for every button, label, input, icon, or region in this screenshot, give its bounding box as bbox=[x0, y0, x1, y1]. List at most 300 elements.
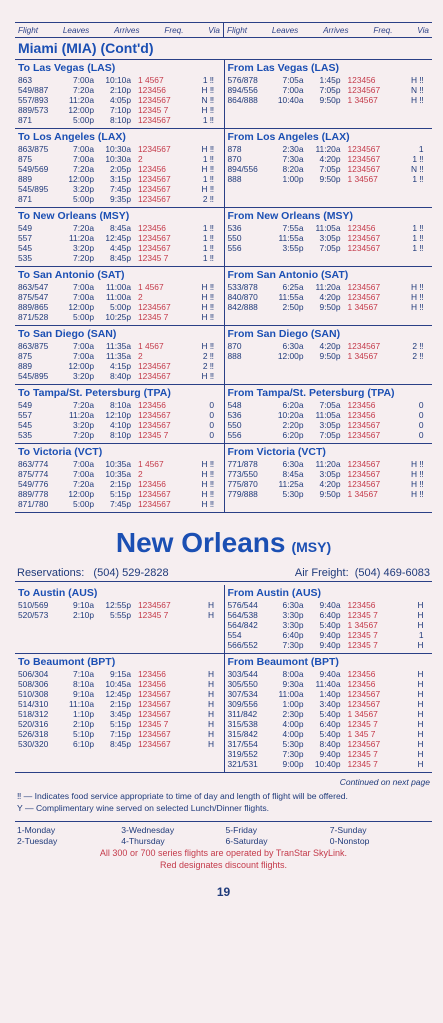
departure-time: 8:45a bbox=[282, 469, 304, 479]
via-stops: H ‼ bbox=[410, 95, 424, 105]
flight-row bbox=[18, 499, 221, 509]
departure-time: 5:30p bbox=[282, 739, 304, 749]
flight-number: 557 bbox=[18, 233, 32, 243]
via-stops: 0 bbox=[418, 420, 424, 430]
frequency: 123456 bbox=[138, 164, 166, 174]
flight-number: 549 bbox=[18, 400, 32, 410]
departure-time: 5:30p bbox=[282, 489, 304, 499]
arrival-time: 7:05p bbox=[319, 85, 341, 95]
via-stops: H ‼ bbox=[410, 479, 424, 489]
to-route bbox=[15, 208, 224, 266]
departure-time: 7:00a bbox=[73, 154, 94, 164]
flight-row bbox=[228, 410, 430, 420]
city-banner-name: New Orleans bbox=[115, 527, 286, 558]
flight-row bbox=[18, 709, 221, 719]
arrival-time: 9:40p bbox=[319, 640, 341, 650]
flight-number: 888 bbox=[227, 351, 242, 361]
flight-row bbox=[18, 184, 221, 194]
departure-time: 4:00p bbox=[282, 729, 304, 739]
flight-number: 535 bbox=[18, 430, 32, 440]
via-stops: H ‼ bbox=[201, 105, 214, 115]
route-block bbox=[15, 326, 432, 385]
flight-number: 321/531 bbox=[227, 759, 258, 769]
flight-row bbox=[18, 371, 221, 381]
route-title: To San Diego (SAN) bbox=[18, 328, 117, 340]
frequency: 1234567 bbox=[138, 302, 171, 312]
wine-note: Y — Complimentary wine served on selected Lunch/Dinner flights. bbox=[17, 803, 270, 813]
skylink-note: All 300 or 700 series flights are operated by TranStar SkyLink. bbox=[99, 848, 348, 858]
flight-row bbox=[18, 302, 221, 312]
departure-time: 11:10a bbox=[69, 699, 94, 709]
flight-row bbox=[228, 729, 430, 739]
flight-number: 863/875 bbox=[18, 341, 49, 351]
frequency: 1234567 bbox=[138, 739, 171, 749]
flight-number: 576/544 bbox=[227, 600, 258, 610]
departure-time: 7:00a bbox=[73, 75, 94, 85]
flight-row bbox=[18, 361, 221, 371]
flight-row bbox=[228, 341, 430, 351]
via-stops: H bbox=[417, 709, 424, 719]
arrival-time: 12:10p bbox=[105, 410, 131, 420]
flight-number: 319/552 bbox=[227, 749, 258, 759]
departure-time: 11:55a bbox=[278, 233, 304, 243]
flight-row bbox=[18, 282, 221, 292]
flight-number: 545 bbox=[18, 243, 32, 253]
arrival-time: 10:45a bbox=[105, 679, 131, 689]
departure-time: 7:55a bbox=[282, 223, 304, 233]
departure-time: 5:00p bbox=[73, 312, 94, 322]
flight-number: 870 bbox=[227, 154, 242, 164]
flight-row bbox=[228, 243, 430, 253]
via-stops: H ‼ bbox=[201, 499, 214, 509]
frequency: 1234567 bbox=[138, 194, 171, 204]
via-stops: H bbox=[417, 759, 424, 769]
arrival-time: 3:05p bbox=[319, 469, 341, 479]
air-freight-phone: Air Freight: (504) 469-6083 bbox=[294, 567, 430, 579]
departure-time: 2:10p bbox=[73, 610, 94, 620]
flight-row bbox=[228, 630, 430, 640]
departure-time: 7:20a bbox=[73, 479, 94, 489]
route-block bbox=[15, 129, 432, 208]
flight-number: 842/888 bbox=[227, 302, 258, 312]
flight-number: 871 bbox=[18, 194, 32, 204]
flight-number: 564/538 bbox=[227, 610, 258, 620]
route-title: From San Antonio (SAT) bbox=[227, 269, 349, 281]
col-freq: Freq. bbox=[164, 25, 184, 35]
arrival-time: 6:40p bbox=[319, 610, 341, 620]
city-header: Miami (MIA) (Cont'd) bbox=[15, 38, 432, 60]
departure-time: 7:00a bbox=[73, 341, 94, 351]
flight-number: 863/875 bbox=[18, 144, 49, 154]
flight-number: 536 bbox=[227, 410, 242, 420]
frequency: 1234567 bbox=[347, 699, 381, 709]
via-stops: H ‼ bbox=[410, 489, 424, 499]
departure-time: 3:30p bbox=[282, 610, 304, 620]
frequency: 1234567 bbox=[347, 479, 381, 489]
flight-number: 875 bbox=[18, 154, 32, 164]
flight-number: 545/895 bbox=[18, 184, 49, 194]
via-stops: N ‼ bbox=[410, 164, 424, 174]
flight-row bbox=[228, 489, 430, 499]
departure-time: 11:00a bbox=[278, 689, 304, 699]
flight-number: 864/888 bbox=[227, 95, 258, 105]
arrival-time: 9:50p bbox=[319, 95, 341, 105]
departure-time: 7:00a bbox=[73, 144, 94, 154]
frequency: 123456 bbox=[138, 223, 166, 233]
arrival-time: 5:40p bbox=[319, 729, 341, 739]
frequency: 1234567 bbox=[347, 164, 381, 174]
via-stops: H ‼ bbox=[201, 282, 214, 292]
from-route bbox=[224, 385, 433, 443]
flight-row bbox=[18, 75, 221, 85]
departure-time: 3:20p bbox=[73, 243, 94, 253]
via-stops: H bbox=[207, 699, 214, 709]
arrival-time: 2:15p bbox=[110, 479, 131, 489]
col-freq: Freq. bbox=[373, 25, 393, 35]
arrival-time: 4:20p bbox=[319, 479, 341, 489]
from-route bbox=[224, 326, 433, 384]
flight-number: 556 bbox=[227, 430, 242, 440]
arrival-time: 11:35a bbox=[106, 341, 131, 351]
via-stops: 1 ‼ bbox=[202, 75, 214, 85]
departure-time: 8:20a bbox=[282, 164, 304, 174]
arrival-time: 5:55p bbox=[110, 610, 131, 620]
departure-time: 7:00a bbox=[73, 469, 94, 479]
frequency: 1234567 bbox=[347, 420, 381, 430]
via-stops: H ‼ bbox=[201, 459, 214, 469]
via-stops: H ‼ bbox=[201, 184, 214, 194]
arrival-time: 11:20a bbox=[315, 282, 341, 292]
departure-time: 3:30p bbox=[282, 620, 304, 630]
frequency: 123456 bbox=[347, 410, 376, 420]
route-block bbox=[15, 60, 432, 129]
flight-row bbox=[228, 699, 430, 709]
departure-time: 9:10a bbox=[73, 600, 94, 610]
flight-number: 576/878 bbox=[227, 75, 258, 85]
departure-time: 7:20a bbox=[73, 85, 94, 95]
arrival-time: 10:35a bbox=[105, 469, 131, 479]
frequency: 1234567 bbox=[138, 243, 171, 253]
flight-number: 840/870 bbox=[227, 292, 258, 302]
departure-time: 7:05a bbox=[282, 75, 304, 85]
arrival-time: 9:15a bbox=[110, 669, 131, 679]
departure-time: 5:00p bbox=[73, 115, 94, 125]
flight-number: 771/878 bbox=[227, 459, 258, 469]
departure-time: 6:20p bbox=[282, 430, 304, 440]
flight-row bbox=[18, 430, 221, 440]
flight-row bbox=[18, 341, 221, 351]
flight-row bbox=[18, 410, 221, 420]
via-stops: 1 bbox=[418, 144, 424, 154]
flight-number: 779/888 bbox=[227, 489, 258, 499]
flight-number: 309/556 bbox=[227, 699, 258, 709]
flight-number: 894/556 bbox=[227, 85, 258, 95]
frequency: 1 34567 bbox=[347, 174, 378, 184]
flight-number: 863 bbox=[18, 75, 32, 85]
frequency: 1234567 bbox=[138, 729, 171, 739]
column-header bbox=[15, 22, 432, 38]
via-stops: H bbox=[417, 620, 424, 630]
departure-time: 8:00a bbox=[282, 669, 304, 679]
flight-number: 889/573 bbox=[18, 105, 49, 115]
arrival-time: 11:05a bbox=[315, 410, 341, 420]
departure-time: 4:00p bbox=[282, 719, 304, 729]
flight-number: 871/780 bbox=[18, 499, 49, 509]
flight-number: 894/556 bbox=[227, 164, 258, 174]
flight-number: 549/887 bbox=[18, 85, 49, 95]
departure-time: 6:25a bbox=[282, 282, 304, 292]
flight-row bbox=[18, 105, 221, 115]
flight-number: 564/842 bbox=[227, 620, 258, 630]
from-route bbox=[224, 208, 433, 266]
city-banner bbox=[15, 527, 432, 559]
flight-number: 549 bbox=[18, 223, 32, 233]
flight-row bbox=[18, 144, 221, 154]
flight-row bbox=[228, 610, 430, 620]
arrival-time: 12:45p bbox=[105, 689, 131, 699]
flight-row bbox=[18, 479, 221, 489]
via-stops: H ‼ bbox=[201, 312, 214, 322]
via-stops: H bbox=[417, 689, 424, 699]
via-stops: N ‼ bbox=[410, 85, 424, 95]
via-stops: H bbox=[417, 739, 424, 749]
arrival-time: 2:15p bbox=[110, 699, 131, 709]
flight-number: 875/774 bbox=[18, 469, 49, 479]
flight-row bbox=[18, 174, 221, 184]
arrival-time: 10:35a bbox=[105, 459, 131, 469]
flight-number: 875 bbox=[18, 351, 32, 361]
via-stops: H ‼ bbox=[201, 144, 214, 154]
page-number: 19 bbox=[216, 885, 231, 899]
flight-row bbox=[18, 719, 221, 729]
frequency: 123456 bbox=[138, 85, 166, 95]
via-stops: 1 ‼ bbox=[412, 243, 424, 253]
frequency: 1 4567 bbox=[138, 282, 164, 292]
departure-time: 11:55a bbox=[278, 292, 304, 302]
flight-row bbox=[228, 679, 430, 689]
via-stops: H bbox=[207, 669, 214, 679]
departure-time: 2:30p bbox=[282, 709, 304, 719]
departure-time: 6:30a bbox=[282, 600, 304, 610]
departure-time: 7:00a bbox=[73, 282, 94, 292]
route-title: To New Orleans (MSY) bbox=[18, 210, 130, 222]
arrival-time: 3:05p bbox=[319, 233, 341, 243]
flight-row bbox=[18, 253, 221, 263]
frequency: 12345 7 bbox=[347, 749, 378, 759]
arrival-time: 1:45p bbox=[319, 75, 341, 85]
arrival-time: 12:45p bbox=[105, 233, 131, 243]
continued-note: Continued on next page bbox=[339, 777, 430, 787]
flight-row bbox=[228, 75, 430, 85]
arrival-time: 11:35a bbox=[106, 351, 131, 361]
arrival-time: 7:45p bbox=[110, 499, 131, 509]
frequency: 1234567 bbox=[347, 282, 381, 292]
flight-row bbox=[18, 194, 221, 204]
flight-number: 533/878 bbox=[227, 282, 258, 292]
flight-number: 554 bbox=[227, 630, 242, 640]
via-stops: 1 ‼ bbox=[202, 243, 214, 253]
departure-time: 11:20a bbox=[69, 95, 94, 105]
arrival-time: 3:45p bbox=[110, 709, 131, 719]
to-route bbox=[15, 129, 224, 207]
to-route bbox=[15, 585, 224, 653]
via-stops: H ‼ bbox=[410, 282, 424, 292]
flight-number: 506/304 bbox=[18, 669, 49, 679]
legend-item: 6-Saturday bbox=[225, 836, 268, 846]
arrival-time: 10:25p bbox=[105, 312, 131, 322]
arrival-time: 8:10a bbox=[110, 400, 131, 410]
frequency: 1 34567 bbox=[347, 620, 378, 630]
arrival-time: 11:00a bbox=[106, 292, 131, 302]
flight-row bbox=[18, 154, 221, 164]
via-stops: 1 ‼ bbox=[202, 154, 214, 164]
flight-row bbox=[228, 144, 430, 154]
route-block bbox=[15, 444, 432, 513]
via-stops: H bbox=[417, 719, 424, 729]
frequency: 1 345 7 bbox=[347, 729, 376, 739]
flight-row bbox=[228, 759, 430, 769]
flight-row bbox=[18, 669, 221, 679]
frequency: 12345 7 bbox=[138, 253, 169, 263]
day-legend bbox=[15, 821, 432, 847]
departure-time: 1:00p bbox=[282, 699, 304, 709]
flight-number: 545/895 bbox=[18, 371, 49, 381]
via-stops: H bbox=[207, 679, 214, 689]
departure-time: 11:25a bbox=[278, 479, 304, 489]
arrival-time: 5:40p bbox=[319, 709, 341, 719]
arrival-time: 4:15p bbox=[110, 361, 131, 371]
departure-time: 2:30a bbox=[282, 144, 304, 154]
flight-row bbox=[18, 400, 221, 410]
departure-time: 2:10p bbox=[73, 719, 94, 729]
from-route bbox=[224, 585, 433, 653]
via-stops: 0 bbox=[209, 410, 214, 420]
frequency: 1234567 bbox=[347, 459, 381, 469]
flight-row bbox=[18, 679, 221, 689]
departure-time: 10:40a bbox=[277, 95, 304, 105]
frequency: 1234567 bbox=[347, 85, 381, 95]
arrival-time: 8:45p bbox=[110, 253, 131, 263]
via-stops: 2 ‼ bbox=[202, 351, 214, 361]
via-stops: 1 ‼ bbox=[202, 233, 214, 243]
departure-time: 6:30a bbox=[282, 341, 304, 351]
frequency: 12345 7 bbox=[138, 312, 169, 322]
flight-number: 510/569 bbox=[18, 600, 49, 610]
via-stops: H bbox=[417, 669, 424, 679]
departure-time: 1:10p bbox=[73, 709, 94, 719]
departure-time: 9:00p bbox=[282, 759, 304, 769]
via-stops: 1 bbox=[418, 630, 424, 640]
departure-time: 7:00a bbox=[73, 459, 94, 469]
via-stops: 2 ‼ bbox=[412, 351, 424, 361]
frequency: 1234567 bbox=[138, 95, 171, 105]
via-stops: H ‼ bbox=[201, 341, 214, 351]
flight-number: 557 bbox=[18, 410, 32, 420]
departure-time: 11:20a bbox=[69, 233, 94, 243]
via-stops: H bbox=[207, 729, 214, 739]
flight-row bbox=[18, 243, 221, 253]
frequency: 12345 7 bbox=[347, 630, 378, 640]
frequency: 1234567 bbox=[138, 699, 171, 709]
departure-time: 7:30p bbox=[282, 640, 304, 650]
flight-number: 307/534 bbox=[227, 689, 258, 699]
flight-row bbox=[228, 95, 430, 105]
frequency: 123456 bbox=[347, 75, 376, 85]
frequency: 1234567 bbox=[347, 689, 381, 699]
departure-time: 7:20p bbox=[73, 253, 94, 263]
via-stops: H ‼ bbox=[201, 85, 214, 95]
route-title: To San Antonio (SAT) bbox=[18, 269, 125, 281]
flight-row bbox=[228, 292, 430, 302]
col-arrives: Arrives bbox=[323, 25, 349, 35]
flight-number: 535 bbox=[18, 253, 32, 263]
via-stops: H ‼ bbox=[201, 479, 214, 489]
arrival-time: 8:40p bbox=[319, 739, 341, 749]
departure-time: 10:20a bbox=[277, 410, 304, 420]
flight-row bbox=[228, 689, 430, 699]
flight-row bbox=[18, 459, 221, 469]
route-title: From New Orleans (MSY) bbox=[227, 210, 353, 222]
frequency: 1 34567 bbox=[347, 302, 378, 312]
departure-time: 9:10a bbox=[73, 689, 94, 699]
flight-row bbox=[228, 164, 430, 174]
flight-row bbox=[18, 729, 221, 739]
departure-time: 6:30a bbox=[282, 459, 304, 469]
arrival-time: 9:40p bbox=[319, 630, 341, 640]
flight-row bbox=[18, 610, 221, 620]
arrival-time: 5:40p bbox=[319, 620, 341, 630]
flight-number: 870 bbox=[227, 341, 242, 351]
frequency: 12345 7 bbox=[138, 719, 169, 729]
flight-row bbox=[228, 459, 430, 469]
discount-note: Red designates discount flights. bbox=[159, 860, 288, 870]
via-stops: H bbox=[417, 600, 424, 610]
arrival-time: 11:05a bbox=[315, 223, 341, 233]
flight-row bbox=[18, 469, 221, 479]
contact-line bbox=[15, 567, 432, 582]
arrival-time: 5:00p bbox=[110, 302, 131, 312]
frequency: 123456 bbox=[347, 669, 376, 679]
food-service-note: ‼ — Indicates food service appropriate to time of day and length of flight will be offered. bbox=[17, 791, 348, 801]
arrival-time: 8:40p bbox=[110, 371, 131, 381]
to-route bbox=[15, 267, 224, 325]
flight-row bbox=[228, 302, 430, 312]
departure-time: 12:00p bbox=[68, 489, 94, 499]
departure-time: 3:20p bbox=[73, 371, 94, 381]
legend-item: 3-Wednesday bbox=[121, 825, 175, 835]
flight-row bbox=[228, 420, 430, 430]
route-block bbox=[15, 654, 432, 773]
arrival-time: 4:20p bbox=[319, 341, 341, 351]
route-title: From Austin (AUS) bbox=[227, 587, 322, 599]
from-route bbox=[224, 60, 433, 128]
flight-row bbox=[228, 640, 430, 650]
frequency: 123456 bbox=[347, 400, 376, 410]
frequency: 12345 7 bbox=[347, 640, 378, 650]
route-title: From Victoria (VCT) bbox=[227, 446, 326, 458]
departure-time: 12:00p bbox=[277, 351, 304, 361]
frequency: 1 34567 bbox=[347, 709, 378, 719]
arrival-time: 11:20a bbox=[315, 144, 341, 154]
frequency: 2 bbox=[138, 351, 143, 361]
via-stops: H bbox=[207, 709, 214, 719]
frequency: 123456 bbox=[347, 223, 376, 233]
flight-number: 520/316 bbox=[18, 719, 49, 729]
arrival-time: 6:40p bbox=[319, 719, 341, 729]
arrival-time: 9:40p bbox=[319, 749, 341, 759]
flight-number: 888 bbox=[227, 174, 242, 184]
flight-number: 315/842 bbox=[227, 729, 258, 739]
